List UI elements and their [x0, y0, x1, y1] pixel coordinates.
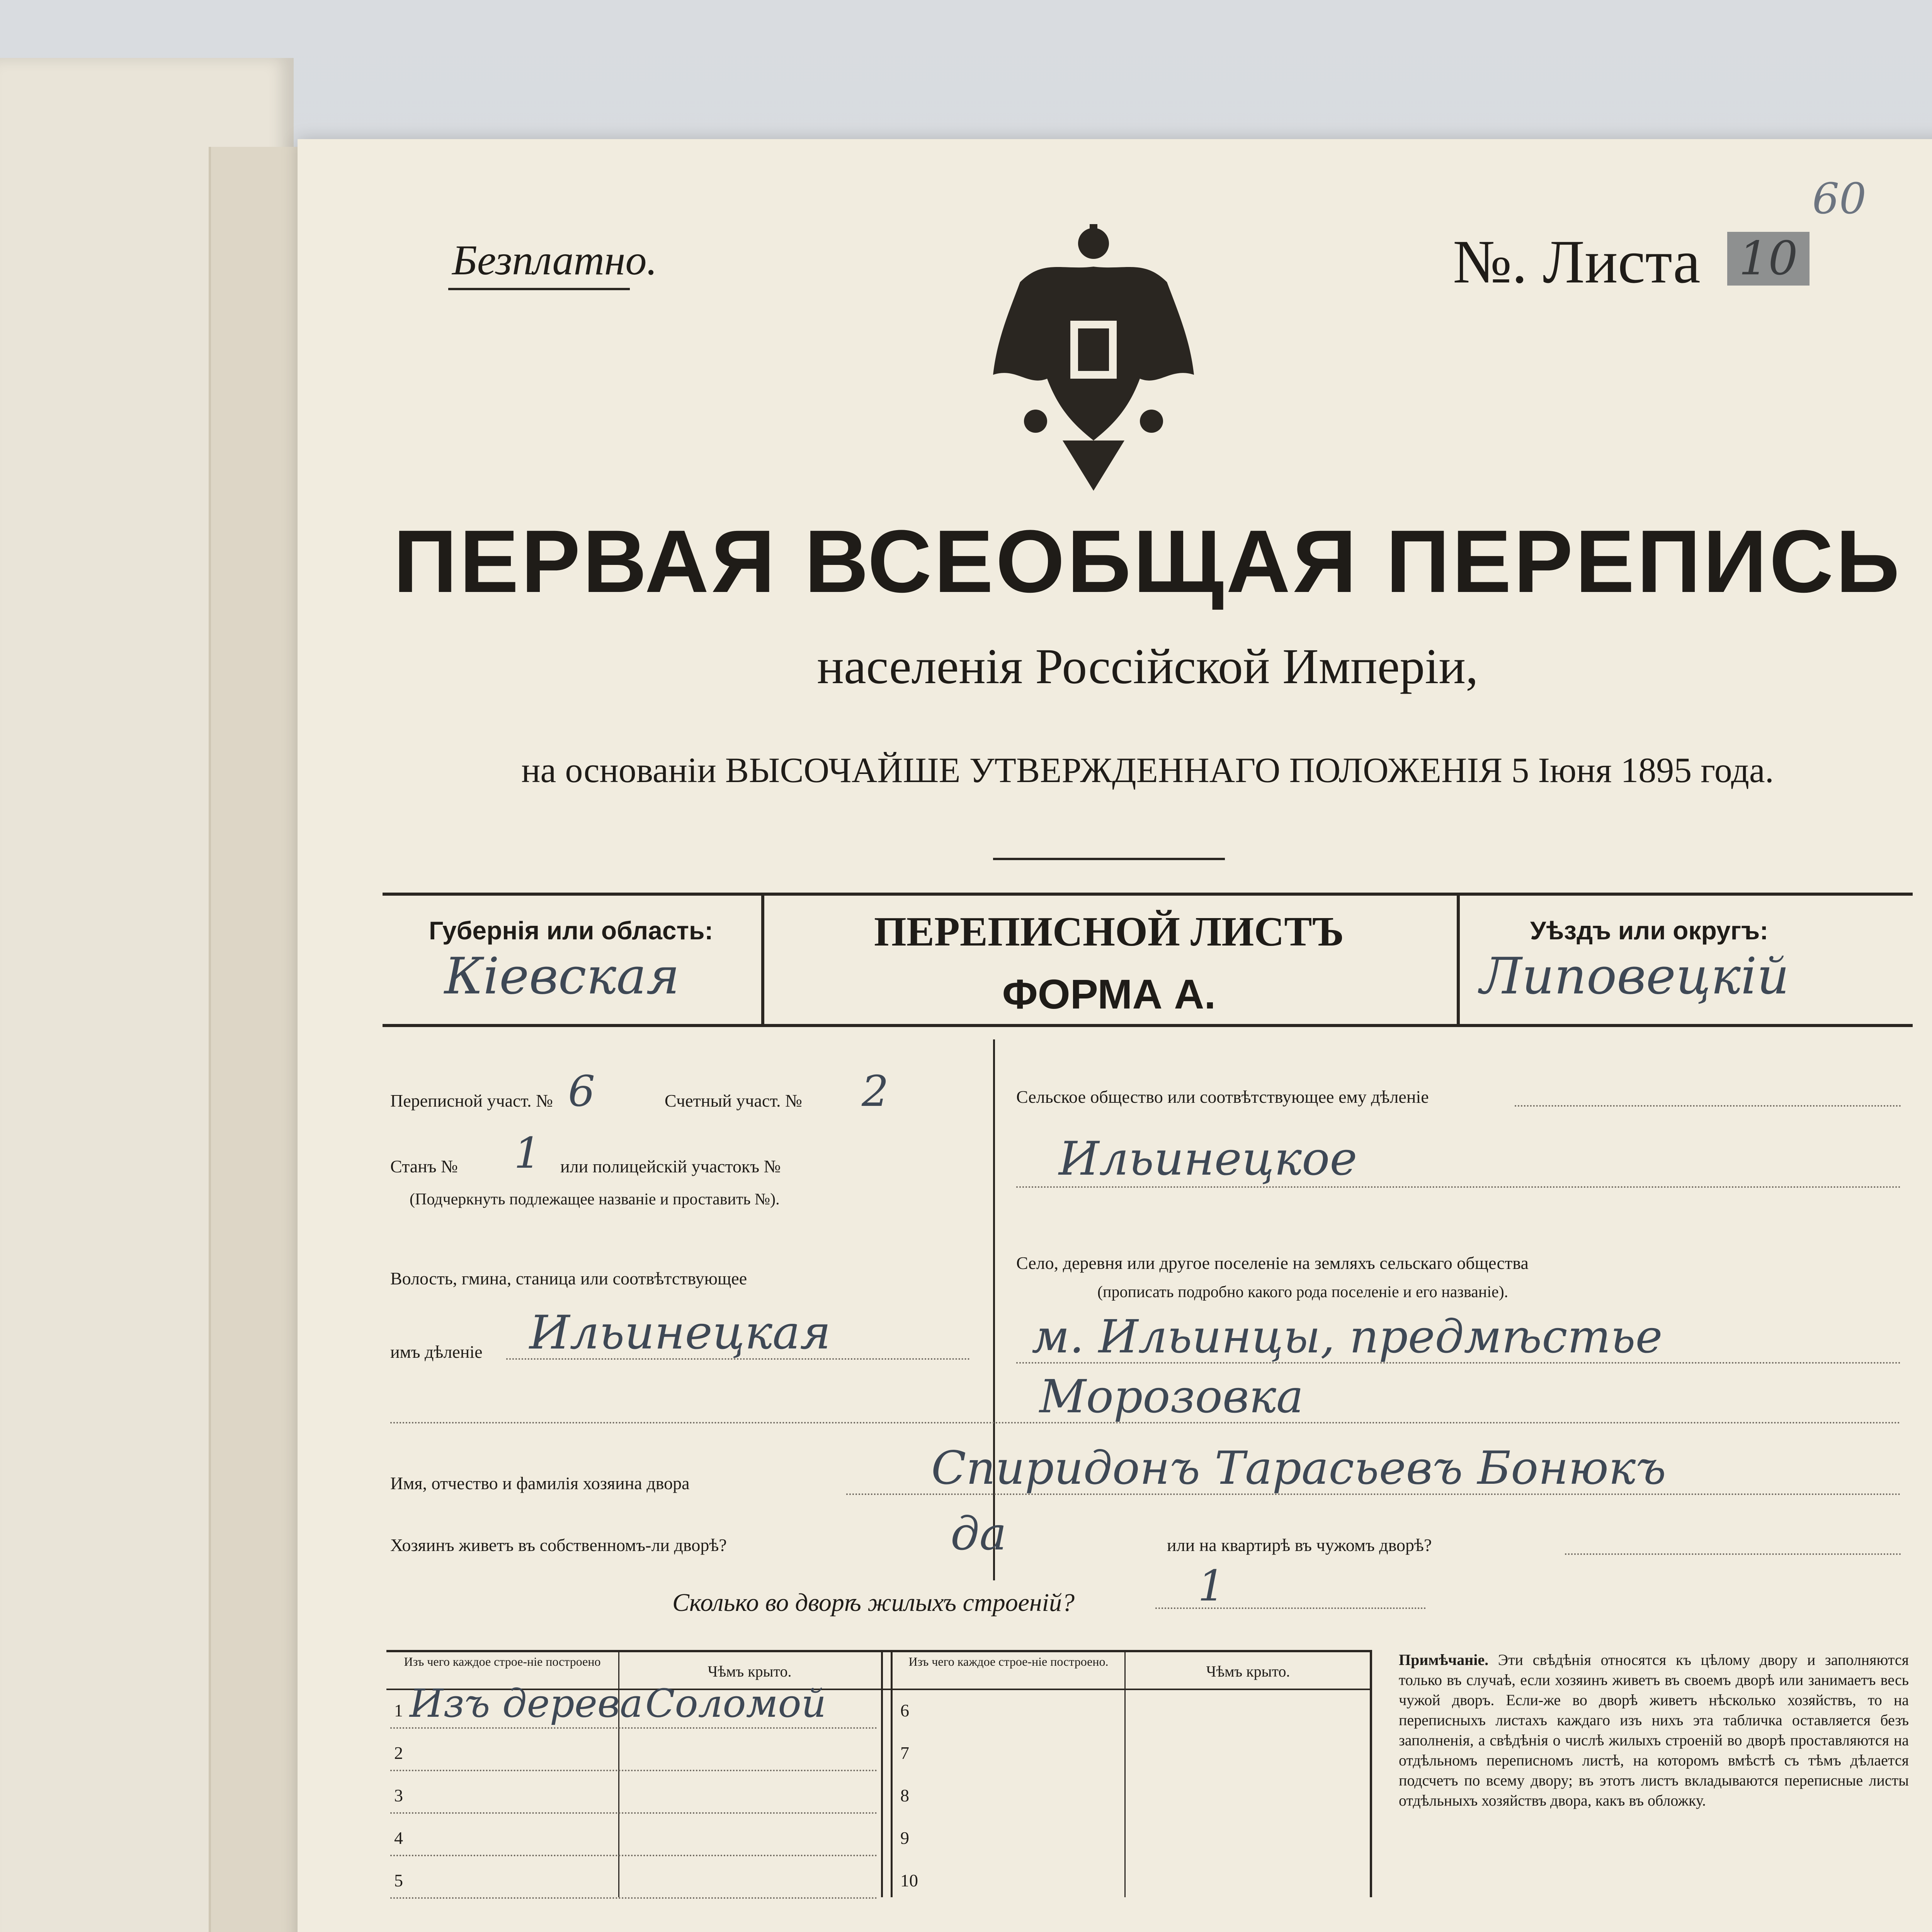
- rural-value: Ильинецкое: [1059, 1132, 1357, 1186]
- bt-row-9: 9: [900, 1828, 909, 1848]
- buildings-line: [1155, 1607, 1426, 1609]
- bt-row1-roof: Соломой: [645, 1681, 827, 1726]
- village-line-2: [390, 1422, 1901, 1423]
- volost-label-1: Волость, гмина, станица или соотвѣтствующее: [390, 1269, 747, 1288]
- owner-line: [846, 1493, 1901, 1495]
- census-subtitle: населенія Россійской Имперіи,: [817, 639, 1478, 694]
- rural-line-1: [1515, 1105, 1901, 1107]
- buildings-value: 1: [1198, 1561, 1225, 1611]
- bt-row-3: 3: [394, 1786, 403, 1805]
- bt-mid-right: [891, 1650, 893, 1897]
- ornament-divider: [993, 858, 1225, 860]
- bt-line-5: [390, 1897, 877, 1899]
- buildings-label: Сколько во дворѣ жилыхъ строеній?: [672, 1588, 1075, 1617]
- village-value-2: Морозовка: [1039, 1370, 1304, 1423]
- volost-line: [506, 1358, 970, 1360]
- police-label: или полицейскій участокъ №: [560, 1156, 781, 1176]
- bt-col-right: [1124, 1650, 1126, 1897]
- village-line-1: [1016, 1362, 1901, 1364]
- bt-row1-material: Изъ дерева: [410, 1681, 643, 1726]
- census-section-label: Переписной участ. №: [390, 1091, 553, 1111]
- note-title: Примѣчаніе.: [1399, 1651, 1489, 1668]
- note-text: Эти свѣдѣнія относятся къ цѣлому двору и заполняются только въ случаѣ, если хозяинъ живетъ въ своемъ дворѣ или занимаетъ весь чужой дворъ. Если-же во дворѣ живетъ нѣсколько хозяйствъ, то на переписныхъ листахъ каждаго изъ нихъ эта табличка оставляется безъ заполненія, а свѣдѣнія о числѣ жилыхъ строеній во дворѣ проставляются на отдѣльномъ переписномъ листѣ, на которомъ вмѣстѣ съ тѣмъ дѣлается подсчетъ по всему двору; въ этотъ листъ вкладываются переписные листы отдѣльныхъ хозяйствъ двора, какъ въ обложку.: [1399, 1651, 1909, 1809]
- bt-row-6: 6: [900, 1701, 909, 1720]
- form-box-divider-right: [1457, 893, 1460, 1027]
- village-value-1: м. Ильинцы, предмѣстье: [1032, 1310, 1663, 1363]
- census-basis: на основаніи ВЫСОЧАЙШЕ УТВЕРЖДЕННАГО ПОЛОЖЕНІЯ 5 Іюня 1895 года.: [521, 750, 1774, 790]
- bt-row-8: 8: [900, 1786, 909, 1805]
- gubernia-label: Губернія или область:: [429, 916, 713, 945]
- bt-right-border: [1370, 1650, 1372, 1897]
- bt-col-roof: Чѣмъ крыто.: [707, 1663, 792, 1680]
- bt-row-7: 7: [900, 1743, 909, 1763]
- rented-label: или на квартирѣ въ чужомъ дворѣ?: [1167, 1535, 1432, 1555]
- free-underline: [448, 288, 630, 290]
- stan-label: Станъ №: [390, 1156, 458, 1176]
- rural-line-2: [1016, 1186, 1901, 1188]
- census-section-value: 6: [568, 1066, 595, 1116]
- form-name: ФОРМА А.: [1002, 971, 1216, 1017]
- census-form-page: [298, 139, 1932, 1932]
- volost-value: Ильинецкая: [529, 1306, 831, 1360]
- bt-row-4: 4: [394, 1828, 403, 1848]
- bt-line-4: [390, 1855, 877, 1856]
- owner-label: Имя, отчество и фамилія хозяина двора: [390, 1473, 690, 1493]
- bt-col-material: Изъ чего каждое строе-ніе построено: [404, 1655, 601, 1668]
- count-section-value: 2: [862, 1066, 889, 1116]
- sheet-number-value: 10: [1727, 232, 1810, 286]
- uezd-label: Уѣздъ или округъ:: [1530, 916, 1769, 945]
- free-label: Безплатно.: [452, 236, 657, 284]
- rural-label: Сельское общество или соотвѣтствующее ему дѣленіе: [1016, 1087, 1429, 1107]
- bt-row-10: 10: [900, 1871, 918, 1890]
- own-yard-label: Хозяинъ живетъ въ собственномъ-ли дворѣ?: [390, 1535, 727, 1555]
- census-title: ПЕРВАЯ ВСЕОБЩАЯ ПЕРЕПИСЬ: [393, 512, 1902, 611]
- stan-value: 1: [514, 1128, 541, 1178]
- bt-col-roof-2: Чѣмъ крыто.: [1206, 1663, 1290, 1680]
- volost-label-2: имъ дѣленіе: [390, 1342, 483, 1362]
- left-page-edge: [209, 147, 309, 1932]
- bt-line-2: [390, 1770, 877, 1771]
- underline-note: (Подчеркнуть подлежащее названіе и проставить №).: [410, 1190, 780, 1208]
- bt-line-1: [390, 1727, 877, 1729]
- uezd-value: Липовецкій: [1480, 947, 1789, 1005]
- bt-row-5: 5: [394, 1871, 403, 1890]
- note-block: [1399, 1650, 1909, 1811]
- bt-col-material-2: Изъ чего каждое строе-ніе построено.: [908, 1655, 1109, 1668]
- fields-column-divider: [993, 1039, 995, 1580]
- sheet-number-label: №. Листа: [1453, 227, 1701, 296]
- bt-line-3: [390, 1812, 877, 1814]
- bt-top: [386, 1650, 1372, 1652]
- count-section-label: Счетный участ. №: [665, 1091, 802, 1111]
- own-yard-value: да: [951, 1507, 1007, 1560]
- rented-line: [1565, 1553, 1901, 1555]
- form-box-top: [383, 893, 1913, 896]
- page-number: 60: [1812, 174, 1866, 223]
- bt-row-2: 2: [394, 1743, 403, 1763]
- bt-mid-left: [881, 1650, 883, 1897]
- village-label: Село, деревня или другое поселеніе на земляхъ сельскаго общества: [1016, 1253, 1529, 1273]
- form-box-bottom: [383, 1024, 1913, 1027]
- bt-row-1: 1: [394, 1701, 403, 1720]
- gubernia-value: Кіевская: [444, 947, 680, 1005]
- form-title: ПЕРЕПИСНОЙ ЛИСТЪ: [874, 909, 1344, 955]
- village-note: (прописать подробно какого рода поселеніе и его названіе).: [1097, 1283, 1509, 1301]
- owner-value: Спиридонъ Тарасьевъ Бонюкъ: [931, 1441, 1666, 1495]
- coat-of-arms-icon: [985, 224, 1202, 491]
